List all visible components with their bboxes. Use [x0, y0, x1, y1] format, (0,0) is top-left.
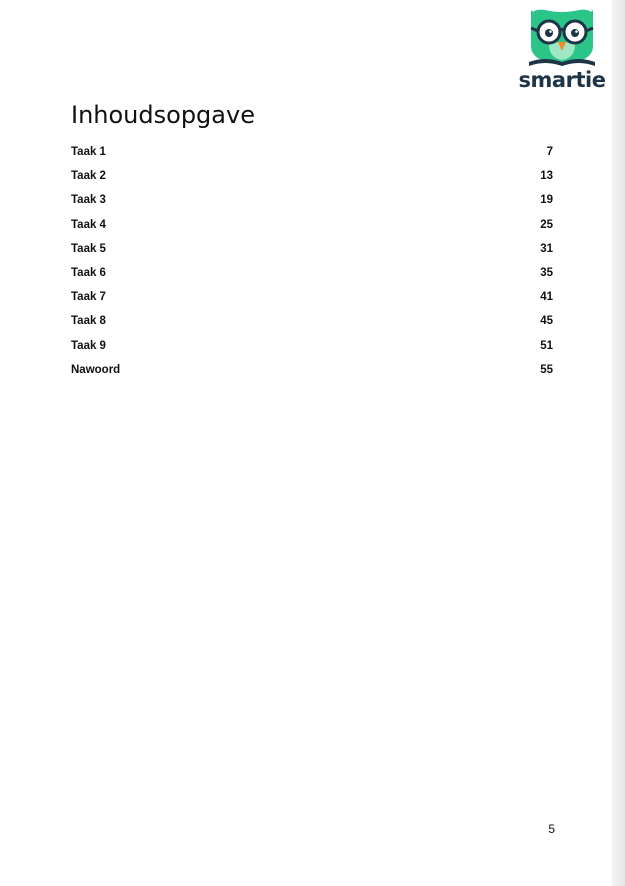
toc-entry-label: Taak 2: [71, 170, 106, 183]
toc-entry[interactable]: [71, 140, 553, 164]
toc-entry-page: 31: [540, 242, 553, 255]
toc-entry-label: Nawoord: [71, 363, 121, 376]
toc-list: [71, 140, 553, 382]
toc-entry-page: 45: [540, 315, 553, 328]
toc-entry-page: 35: [540, 267, 553, 280]
toc-entry-label: Taak 8: [71, 315, 106, 328]
toc-entry-page: 19: [540, 194, 553, 207]
toc-entry[interactable]: [71, 358, 553, 382]
toc-entry-label: Taak 9: [71, 339, 106, 352]
toc-entry[interactable]: [71, 309, 553, 333]
toc-entry-label: Taak 6: [71, 267, 106, 280]
toc-entry[interactable]: [71, 261, 553, 285]
toc-entry[interactable]: [71, 237, 553, 261]
toc-entry-label: Taak 7: [71, 291, 106, 304]
owl-icon: [525, 4, 599, 70]
toc-entry[interactable]: [71, 285, 553, 309]
toc-entry-page: 51: [540, 339, 553, 352]
toc-entry-label: Taak 4: [71, 218, 106, 231]
toc-entry-page: 55: [540, 363, 553, 376]
toc-title: Inhoudsopgave: [71, 101, 255, 129]
toc-entry-page: 41: [540, 291, 553, 304]
page-edge-shadow: [612, 0, 625, 886]
footer-page-number: 5: [548, 822, 555, 836]
toc-entry-page: 13: [540, 170, 553, 183]
toc-entry[interactable]: [71, 188, 553, 212]
toc-entry[interactable]: [71, 164, 553, 188]
toc-entry-label: Taak 1: [71, 146, 106, 159]
toc-entry-label: Taak 5: [71, 242, 106, 255]
toc-entry-label: Taak 3: [71, 194, 106, 207]
smartie-logo: [512, 4, 612, 92]
toc-entry[interactable]: [71, 213, 553, 237]
toc-entry-page: 7: [546, 146, 553, 159]
logo-wordmark: smartie: [518, 68, 606, 92]
toc-entry[interactable]: [71, 334, 553, 358]
toc-entry-page: 25: [540, 218, 553, 231]
